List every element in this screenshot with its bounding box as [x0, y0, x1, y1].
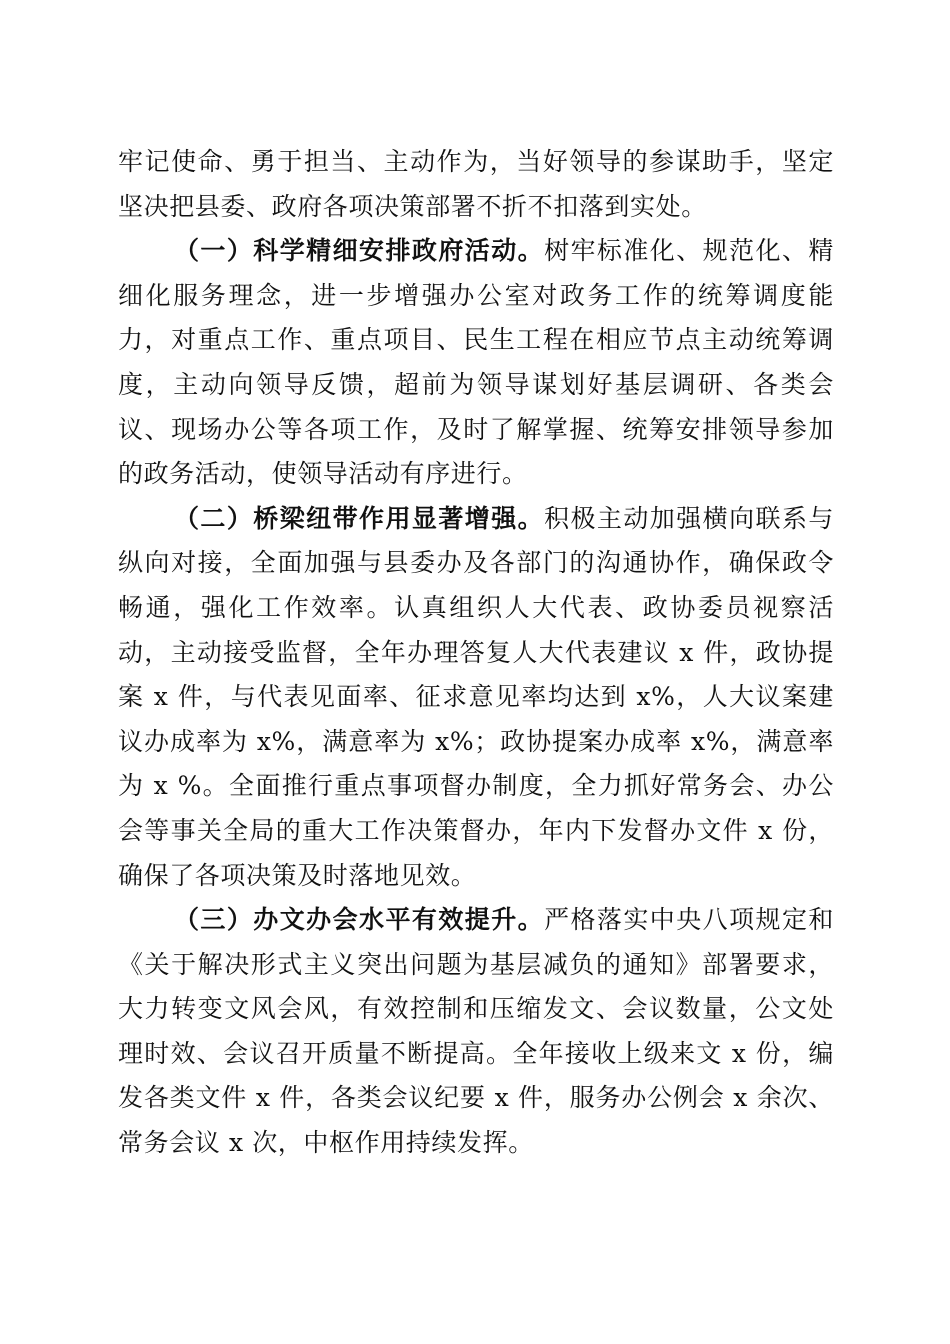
paragraph-section-1: [118, 229, 834, 497]
paragraph-text: 严格落实中央八项规定和《关于解决形式主义突出问题为基层减负的通知》部署要求，大力转变文风会风，有效控制和压缩发文、会议数量，公文处理时效、会议召开质量不断提高。全年接收上级来文 x 份，编发各类文件 x 件，各类会议纪要 x 件，服务办公例会 x 余次、常务会议 x 次，中枢作用持续发挥。: [118, 905, 834, 1158]
paragraph-continuation: [118, 140, 834, 229]
paragraph-text: 积极主动加强横向联系与纵向对接，全面加强与县委办及各部门的沟通协作，确保政令畅通，强化工作效率。认真组织人大代表、政协委员视察活动，主动接受监督，全年办理答复人大代表建议 x 件，政协提案 x 件，与代表见面率、征求意见率均达到 x%，人大议案建议办成率为 x%，满意率为 x%；政协提案办成率 x%，满意率为 x %。全面推行重点事项督办制度，全力抓好常务会、办公会等事关全局的重大工作决策督办，年内下发督办文件 x 份，确保了各项决策及时落地见效。: [118, 503, 834, 890]
document-body: [118, 140, 834, 1166]
section-heading: （三）办文办会水平有效提升。: [174, 905, 545, 935]
paragraph-section-3: [118, 898, 834, 1166]
paragraph-section-2: [118, 497, 834, 898]
paragraph-text: 树牢标准化、规范化、精细化服务理念，进一步增强办公室对政务工作的统筹调度能力，对重点工作、重点项目、民生工程在相应节点主动统筹调度，主动向领导反馈，超前为领导谋划好基层调研、各类会议、现场办公等各项工作，及时了解掌握、统筹安排领导参加的政务活动，使领导活动有序进行。: [118, 236, 834, 489]
paragraph-text: 牢记使命、勇于担当、主动作为，当好领导的参谋助手，坚定坚决把县委、政府各项决策部署不折不扣落到实处。: [118, 147, 834, 221]
section-heading: （一）科学精细安排政府活动。: [174, 236, 545, 266]
section-heading: （二）桥梁纽带作用显著增强。: [174, 503, 545, 533]
